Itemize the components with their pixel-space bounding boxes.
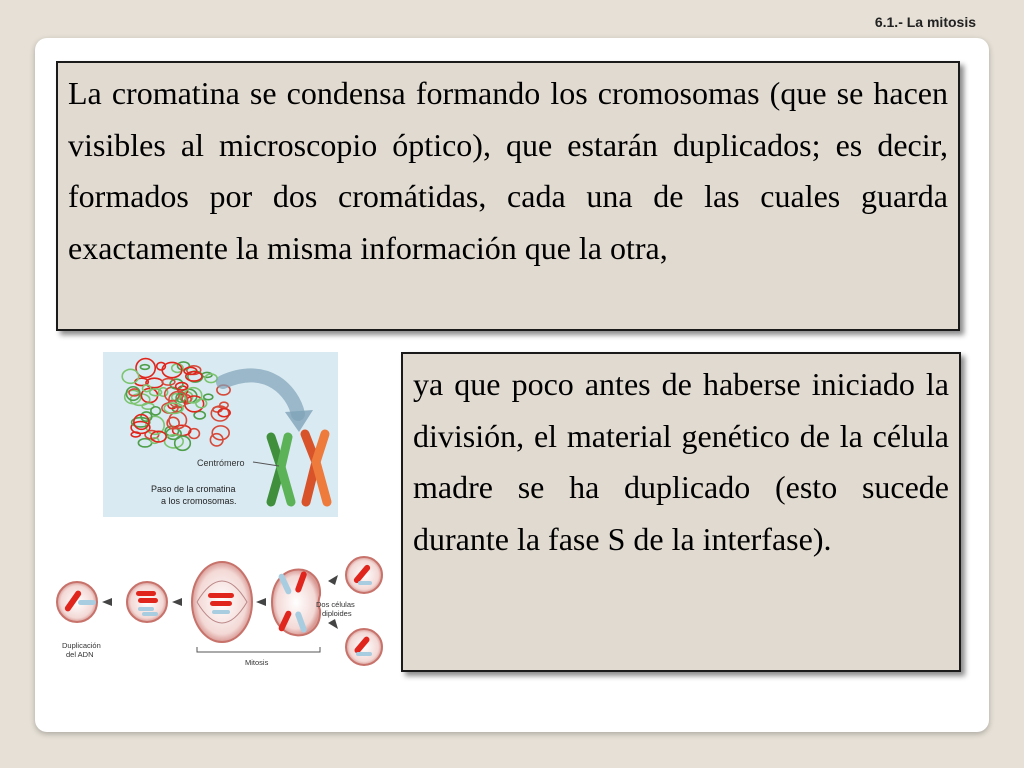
green-chromosome	[271, 437, 291, 502]
daughter-cell-bottom	[346, 629, 382, 665]
mitosis-illustration	[52, 555, 388, 677]
arrow-shaft	[223, 375, 298, 414]
text-box-condensation	[56, 61, 960, 331]
arrow-icon	[172, 598, 182, 606]
cell-anaphase	[272, 570, 320, 636]
result-label-line1: Dos células	[316, 600, 355, 609]
mitosis-diagram	[52, 555, 388, 677]
result-label-line2: diploides	[322, 609, 352, 618]
text-box-dna-duplication	[401, 352, 961, 672]
slide-header-title: 6.1.- La mitosis	[874, 14, 976, 30]
mitosis-bracket	[197, 647, 320, 652]
paragraph-condensation: La cromatina se condensa formando los cromosomas (que se hacen visibles al microscopio óptico), que estarán duplicados; es decir, formados por dos cromátidas, cada una de las cuales guarda exactamente la misma información que la otra,	[68, 75, 948, 266]
chromatin-fiber	[204, 394, 213, 399]
chromatin-caption-line1: Paso de la cromatina	[151, 484, 236, 494]
chromatin-figure	[103, 352, 338, 517]
chromatin-fiber	[151, 407, 161, 415]
paragraph-dna-duplication: ya que poco antes de haberse iniciado la división, el material genético de la célula madre se ha duplicado (esto sucede durante la fase S de la interfase).	[413, 366, 949, 557]
chromatin-fiber	[212, 426, 229, 440]
arrow-icon	[256, 598, 266, 606]
arrow-icon	[102, 598, 112, 606]
chromatin-fiber	[122, 369, 138, 383]
mitosis-label: Mitosis	[245, 658, 269, 667]
chromatin-fiber	[140, 365, 149, 370]
chromatin-fiber	[131, 432, 140, 437]
chromatin-caption-line2: a los cromosomas.	[161, 496, 237, 506]
cell-initial	[57, 582, 97, 622]
daughter-cell-top	[346, 557, 382, 593]
arrow-icon	[328, 619, 338, 629]
red-chromosome	[305, 434, 327, 502]
chromatin-blob	[122, 359, 230, 451]
arrow-head	[285, 410, 313, 432]
arrow-icon	[328, 575, 338, 585]
chromatin-fiber	[205, 374, 217, 383]
dna-duplication-label-line2: del ADN	[66, 650, 94, 659]
chromatin-fiber	[138, 439, 151, 447]
cell-duplicated	[127, 582, 167, 622]
cell-metaphase	[192, 562, 252, 642]
dna-duplication-label-line1: Duplicación	[62, 641, 101, 650]
chromatin-fiber	[196, 399, 207, 408]
centromere-label: Centrómero	[197, 458, 245, 468]
chromatin-fiber	[162, 379, 175, 386]
chromatin-illustration	[103, 352, 338, 517]
